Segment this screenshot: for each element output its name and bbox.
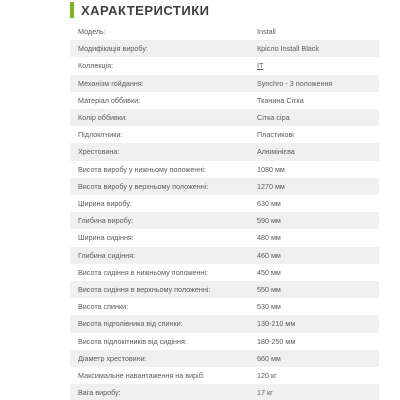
spec-value: 1270 мм [257, 178, 379, 195]
spec-label: Висота підлокітників від сидіння: [70, 333, 257, 350]
spec-row [70, 229, 379, 246]
spec-value: 630 мм [257, 195, 379, 212]
spec-value: 1080 мм [257, 161, 379, 178]
spec-row [70, 333, 379, 350]
spec-value: 530 мм [257, 298, 379, 315]
spec-label: Вага виробу: [70, 384, 257, 400]
spec-value: Install [257, 23, 379, 40]
spec-row [70, 212, 379, 229]
section-header [70, 0, 210, 20]
spec-value: 590 мм [257, 212, 379, 229]
spec-row [70, 143, 379, 160]
spec-value: 120 кг [257, 367, 379, 384]
spec-value: Тканина Сітка [257, 92, 379, 109]
spec-label: Модель: [70, 23, 257, 40]
spec-label: Матеріал оббивки: [70, 92, 257, 109]
spec-row [70, 178, 379, 195]
spec-label: Ширина виробу: [70, 195, 257, 212]
spec-label: Діаметр хрестовини: [70, 350, 257, 367]
spec-value: Пластикові [257, 126, 379, 143]
spec-value: Алюмінієва [257, 143, 379, 160]
spec-label: Підлокітники: [70, 126, 257, 143]
spec-value-cell [257, 57, 379, 74]
spec-row [70, 75, 379, 92]
spec-row [70, 126, 379, 143]
spec-label: Модифікація виробу: [70, 40, 257, 57]
spec-label: Глибина виробу: [70, 212, 257, 229]
spec-label: Ширина сидіння: [70, 229, 257, 246]
spec-value: 460 мм [257, 247, 379, 264]
spec-value: 550 мм [257, 281, 379, 298]
spec-value: 450 мм [257, 264, 379, 281]
spec-label: Колір оббивки: [70, 109, 257, 126]
spec-value: Synchro - 3 положення [257, 75, 379, 92]
spec-label: Коллекція: [70, 57, 257, 74]
spec-row [70, 195, 379, 212]
spec-row [70, 23, 379, 40]
spec-label: Висота сидіння в нижньому положенні: [70, 264, 257, 281]
spec-row [70, 109, 379, 126]
spec-row [70, 92, 379, 109]
spec-value: 660 мм [257, 350, 379, 367]
spec-label: Механізм гойдання: [70, 75, 257, 92]
spec-label: Максимальне навантаження на виріб: [70, 367, 257, 384]
section-title: ХАРАКТЕРИСТИКИ [81, 2, 210, 18]
spec-value: 130-210 мм [257, 315, 379, 332]
specifications-table [70, 23, 379, 400]
spec-value: Сітка сіра [257, 109, 379, 126]
spec-label: Хрестовина: [70, 143, 257, 160]
spec-value: Крісло Install Black [257, 40, 379, 57]
spec-label: Висота виробу у нижньому положенні: [70, 161, 257, 178]
spec-row [70, 40, 379, 57]
spec-value: 480 мм [257, 229, 379, 246]
spec-row [70, 57, 379, 74]
spec-label: Висота спинки: [70, 298, 257, 315]
spec-row [70, 298, 379, 315]
spec-row [70, 281, 379, 298]
spec-row [70, 384, 379, 400]
spec-label: Висота підголівника від спинки: [70, 315, 257, 332]
spec-row [70, 315, 379, 332]
spec-row [70, 350, 379, 367]
collection-link[interactable]: IT [257, 61, 264, 71]
specifications-table-body [70, 23, 379, 400]
spec-label: Висота виробу у верхньому положенні: [70, 178, 257, 195]
spec-value: 180-250 мм [257, 333, 379, 350]
spec-label: Висота сидіння в верхньому положенні: [70, 281, 257, 298]
header-accent-bar [70, 2, 74, 18]
spec-row [70, 264, 379, 281]
spec-row [70, 247, 379, 264]
spec-row [70, 367, 379, 384]
spec-label: Глибина сидіння: [70, 247, 257, 264]
spec-value: 17 кг [257, 384, 379, 400]
spec-row [70, 161, 379, 178]
